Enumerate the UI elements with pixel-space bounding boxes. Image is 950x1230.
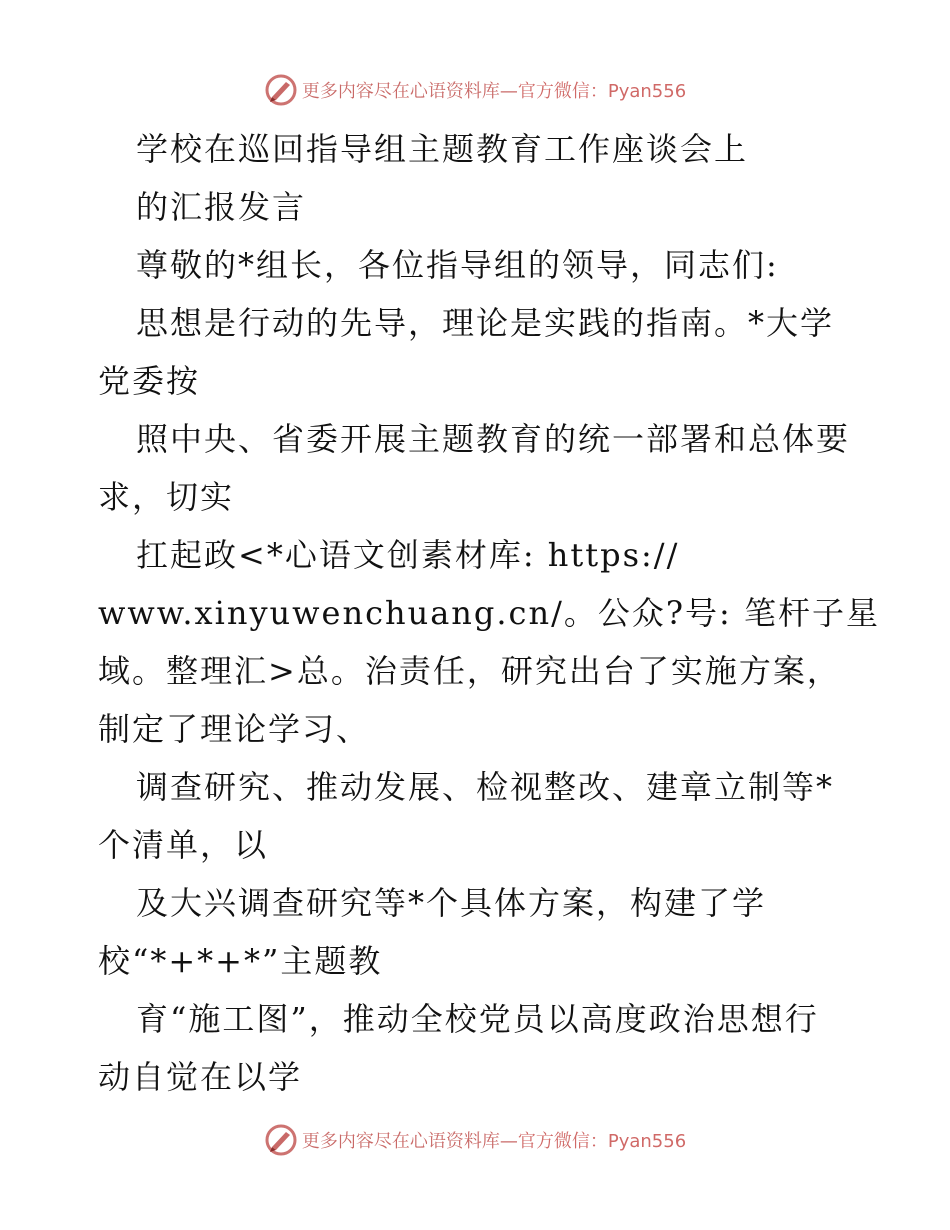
watermark-dash: — <box>499 81 518 102</box>
body-text-line: 个清单，以 <box>98 826 269 864</box>
body-text-line: 校“*+*+*”主题教 <box>98 942 383 980</box>
body-text-line: 的汇报发言 <box>136 188 307 226</box>
watermark-wechat-label: 官方微信： <box>517 81 608 102</box>
document-body <box>98 120 880 1106</box>
header-watermark-banner <box>0 70 950 110</box>
watermark-text <box>302 1127 686 1153</box>
body-text-line: 域。整理汇>总。治责任，研究出台了实施方案， <box>98 652 841 690</box>
watermark-brand: 更多内容尽在心语资料库 <box>301 1131 500 1152</box>
body-text-line: 调查研究、推动发展、检视整改、建章立制等* <box>136 768 835 806</box>
body-text-line: 扛起政<*心语文创素材库: https:// <box>136 536 680 574</box>
body-text-line: 求，切实 <box>98 478 235 516</box>
body-text-line: www.xinyuwenchuang.cn/。公众?号: 笔杆子星 <box>98 594 880 632</box>
footer-watermark-banner <box>0 1120 950 1160</box>
body-text-line: 思想是行动的先导，理论是实践的指南。*大学 <box>136 304 835 342</box>
watermark-dash: — <box>499 1131 518 1152</box>
watermark-brand: 更多内容尽在心语资料库 <box>301 81 500 102</box>
watermark-text <box>302 77 686 103</box>
body-text-line: 尊敬的*组长，各位指导组的领导，同志们: <box>136 246 779 284</box>
watermark-wechat-id: Pyan556 <box>607 81 687 102</box>
body-text-line: 党委按 <box>98 362 201 400</box>
body-text-line: 照中央、省委开展主题教育的统一部署和总体要 <box>136 420 851 458</box>
body-text-line: 及大兴调查研究等*个具体方案，构建了学 <box>136 884 767 922</box>
body-text-line: 育“施工图”，推动全校党员以高度政治思想行 <box>136 1000 819 1038</box>
watermark-wechat-id: Pyan556 <box>607 1131 687 1152</box>
watermark-wechat-label: 官方微信： <box>517 1131 608 1152</box>
brand-logo-icon <box>264 1123 298 1157</box>
body-text-line: 动自觉在以学 <box>98 1058 303 1096</box>
body-text-line: 学校在巡回指导组主题教育工作座谈会上 <box>136 130 749 168</box>
brand-logo-icon <box>264 73 298 107</box>
body-text-line: 制定了理论学习、 <box>98 710 371 748</box>
